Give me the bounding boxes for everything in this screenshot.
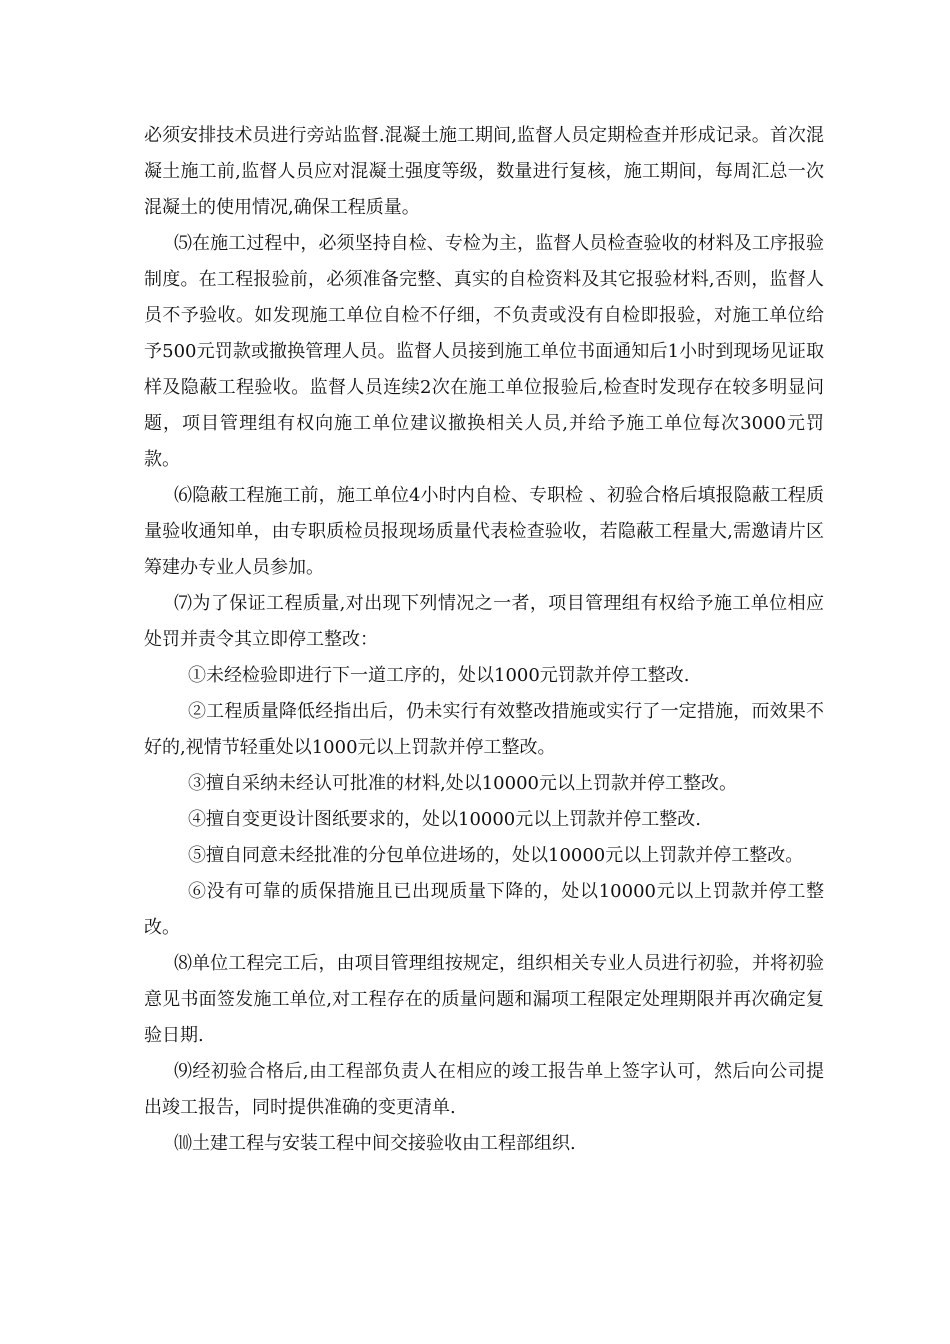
paragraph-5: ⑸在施工过程中，必须坚持自检、专检为主，监督人员检查验收的材料及工序报验制度。在工程报验前，必须准备完整、真实的自检资料及其它报验材料,否则，监督人员不予验收。如发现施工单位自检不仔细，不负责或没有自检即报验，对施工单位给予500元罚款或撤换管理人员。监督人员接到施工单位书面通知后1小时到现场见证取样及隐蔽工程验收。监督人员连续2次在施工单位报验后,检查时发现存在较多明显问题，项目管理组有权向施工单位建议撤换相关人员,并给予施工单位每次3000元罚款。 xyxy=(144,233,824,470)
paragraph-8: ⑻单位工程完工后，由项目管理组按规定，组织相关专业人员进行初验，并将初验意见书面签发施工单位,对工程存在的质量问题和漏项工程限定处理期限并再次确定复验日期. xyxy=(144,953,824,1046)
paragraph-0: 必须安排技术员进行旁站监督.混凝土施工期间,监督人员定期检查并形成记录。首次混凝土施工前,监督人员应对混凝土强度等级，数量进行复核，施工期间，每周汇总一次混凝土的使用情况,确保工程质量。 xyxy=(144,125,824,218)
paragraph-10: ⑽土建工程与安装工程中间交接验收由工程部组织. xyxy=(174,1133,576,1154)
paragraph-6: ⑹隐蔽工程施工前，施工单位4小时内自检、专职检 、初验合格后填报隐蔽工程质量验收通知单，由专职质检员报现场质量代表检查验收，若隐蔽工程量大,需邀请片区筹建办专业人员参加。 xyxy=(144,485,824,578)
list-item-2: ②工程质量降低经指出后，仍未实行有效整改措施或实行了一定措施，而效果不好的,视情节轻重处以1000元以上罚款并停工整改。 xyxy=(144,701,824,758)
document-page xyxy=(144,118,824,1162)
paragraph-7: ⑺为了保证工程质量,对出现下列情况之一者，项目管理组有权给予施工单位相应处罚并责令其立即停工整改： xyxy=(144,593,824,650)
list-item-5: ⑤擅自同意未经批准的分包单位进场的，处以10000元以上罚款并停工整改。 xyxy=(188,845,804,866)
list-item-1: ①未经检验即进行下一道工序的，处以1000元罚款并停工整改. xyxy=(188,665,690,686)
list-item-4: ④擅自变更设计图纸要求的，处以10000元以上罚款并停工整改. xyxy=(188,809,701,830)
list-item-6: ⑥没有可靠的质保措施且已出现质量下降的，处以10000元以上罚款并停工整改。 xyxy=(144,881,824,938)
paragraph-9: ⑼经初验合格后,由工程部负责人在相应的竣工报告单上签字认可，然后向公司提出竣工报告，同时提供准确的变更清单. xyxy=(144,1061,824,1118)
list-item-3: ③擅自采纳未经认可批准的材料,处以10000元以上罚款并停工整改。 xyxy=(188,773,737,794)
